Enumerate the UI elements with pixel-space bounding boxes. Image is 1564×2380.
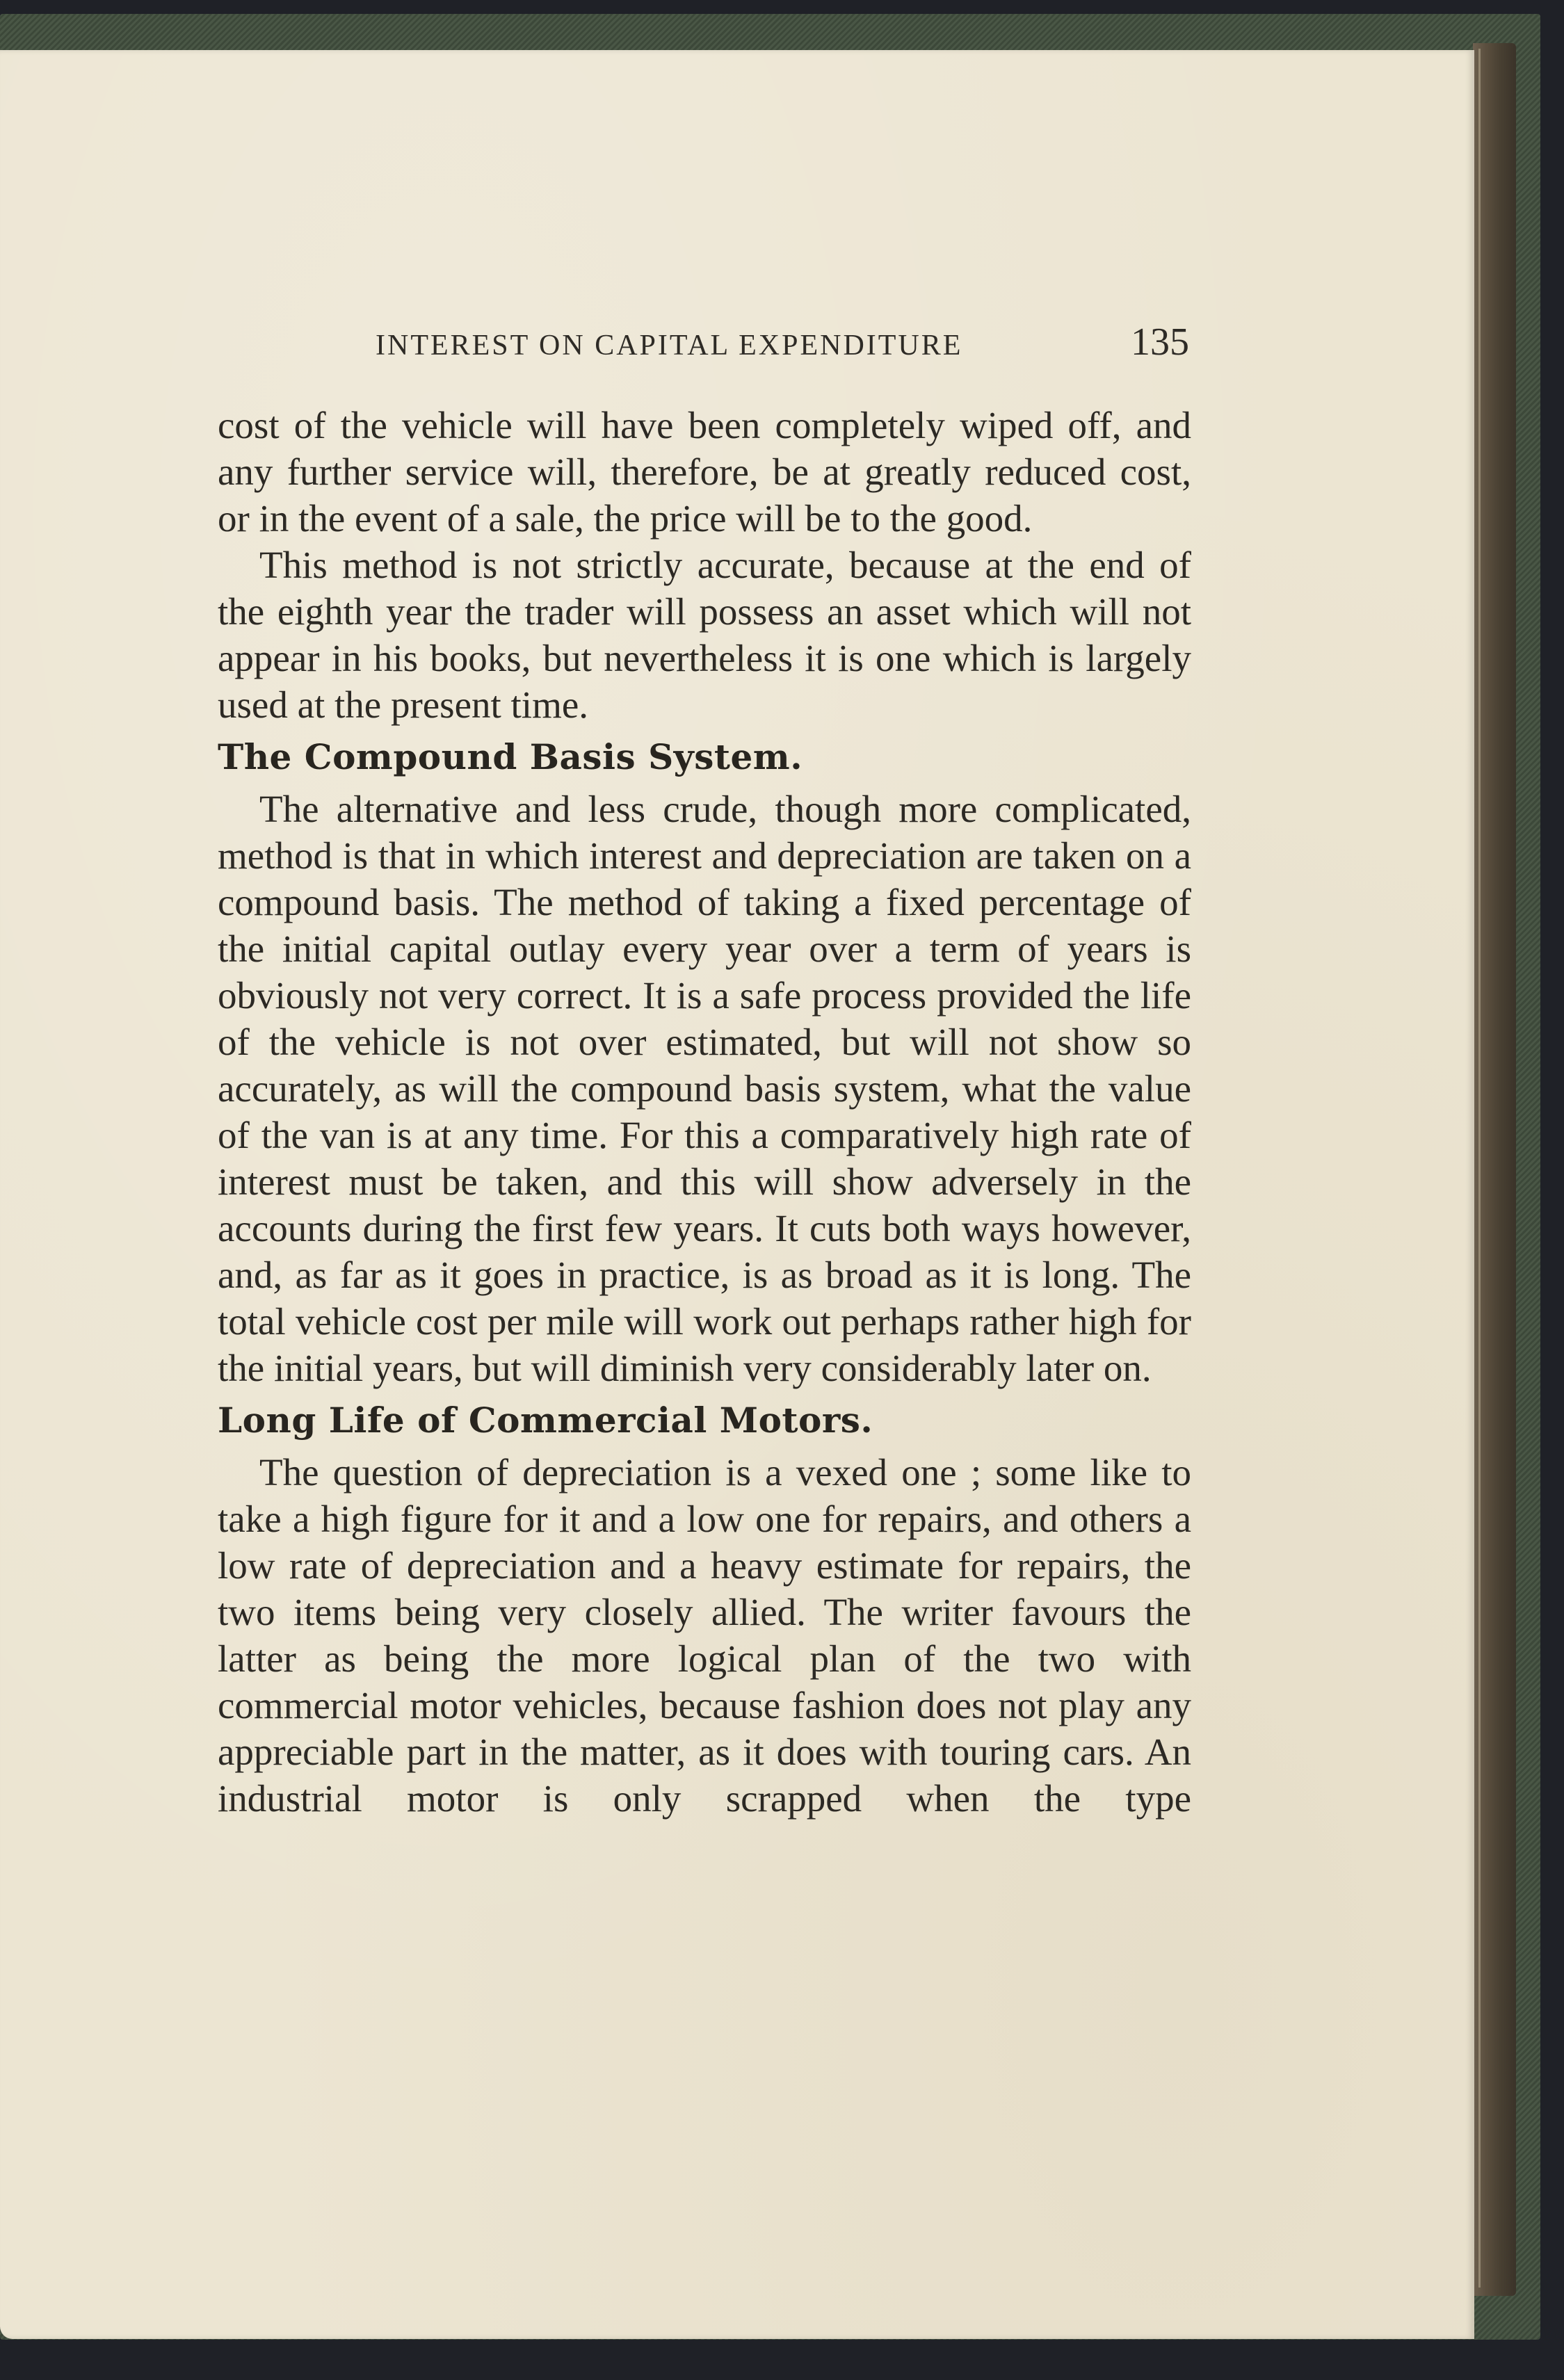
paragraph: The alternative and less crude, though more complicated, method is that in which interest and depreciation are taken on a compound basis. The method of taking a fixed percentage of the initial capital outlay every year over a term of years is obviously not very correct. It is a safe process provided the life of the vehicle is not over estimated, but will not show so accurately, as will the compound basis system, what the value of the van is at any time. For this a comparatively high rate of interest must be taken, and this will show adversely in the accounts during the first few years. It cuts both ways however, and, as far as it goes in practice, is as broad as it is long. The total vehicle cost per mile will work out perhaps rather high for the initial years, but will diminish very considerably later on. [218,788,1191,1389]
section-heading-compound-basis: The Compound Basis System. [218,736,803,777]
running-head-title: INTEREST ON CAPITAL EXPENDITURE [376,330,963,362]
paragraph-continuation: cost of the vehicle will have been completely wiped off, and any further service will, therefore, be at greatly reduced cost, or in the event of a sale, the price will be to the good. [218,404,1191,540]
paragraph: This method is not strictly accurate, because at the end of the eighth year the trader will possess an asset which will not appear in his books, but nevertheless it is one which is largely used at the present time. [218,544,1191,726]
book-page [0,50,1474,2339]
paragraph: The question of depreciation is a vexed one ; some like to take a high figure for it and a low one for repairs, and others a low rate of depreciation and a heavy estimate for repairs, the two items being very closely allied. The writer favours the latter as being the more logical plan of the two with commercial motor vehicles, because fashion does not play any appreciable part in the matter, as it does with touring cars. An industrial motor is only scrapped when the type [218,1451,1191,1820]
running-head [376,320,1189,364]
body-text [218,402,1191,1822]
section-heading-long-life: Long Life of Commercial Motors. [218,1400,873,1441]
page-number: 135 [1131,321,1189,364]
page-edge-highlight [1478,49,1481,2288]
